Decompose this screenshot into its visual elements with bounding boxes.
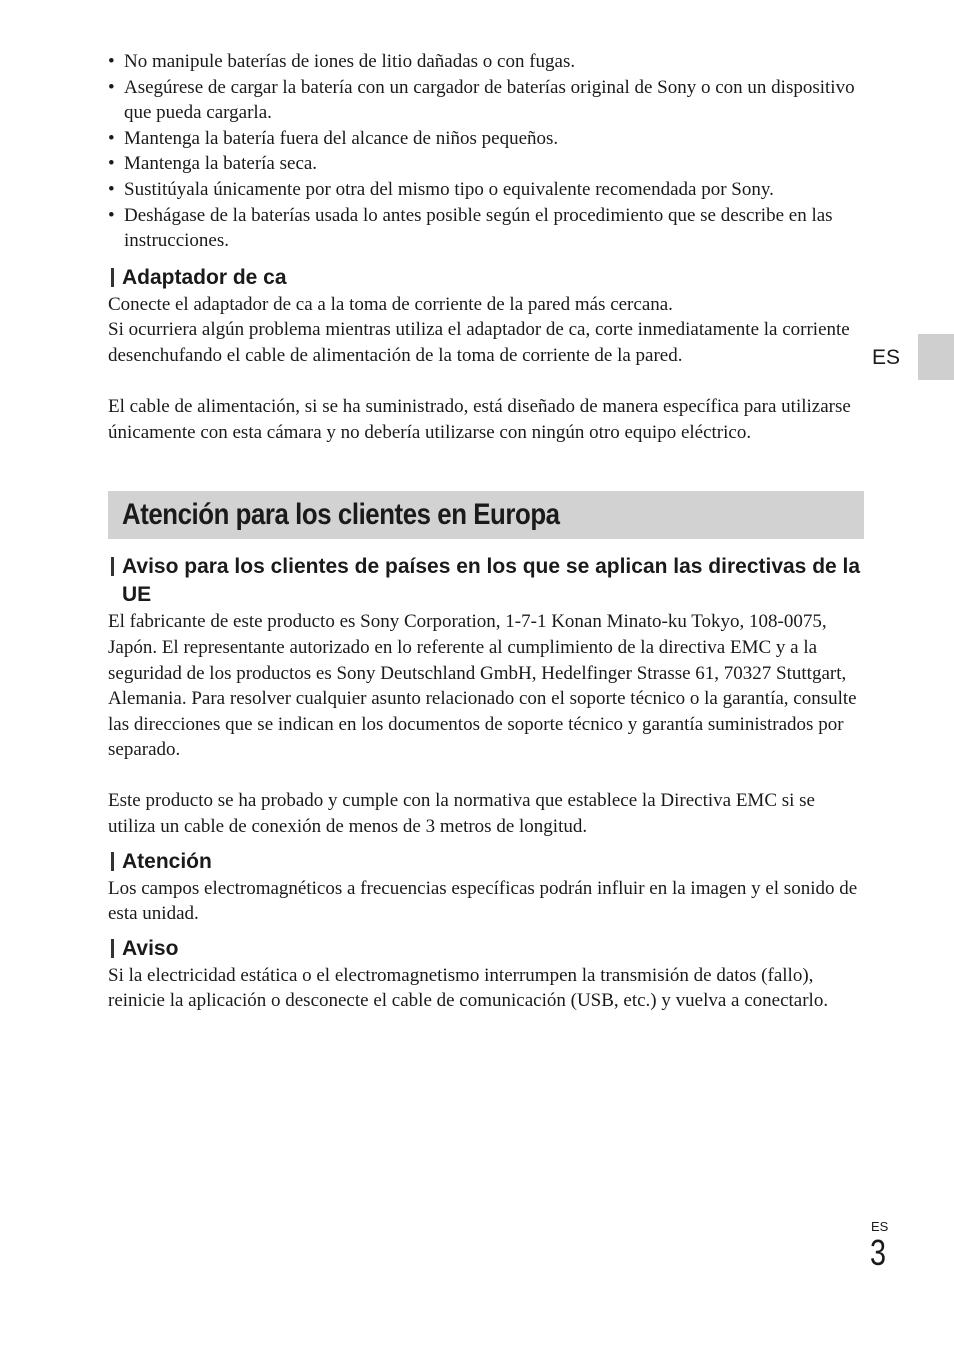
section-title: Atención para los clientes en Europa (122, 498, 560, 532)
heading-marker (111, 557, 114, 576)
list-item-text: Deshágase de la baterías usada lo antes posible según el procedimiento que se describe en las instrucciones. (124, 204, 833, 252)
bullet-glyph: • (108, 76, 115, 98)
language-side-label: ES (872, 346, 901, 369)
list-item-text: Mantenga la batería fuera del alcance de niños pequeños. (124, 127, 559, 149)
list-item-text: Asegúrese de cargar la batería con un cargador de baterías original de Sony o con un dispositivo que pueda cargarla. (124, 76, 855, 124)
adapter-paragraph-3: El cable de alimentación, si se ha suministrado, está diseñado de manera específica para utilizarse únicamente con esta cámara y no debería utilizarse con ningún otro equipo eléctrico. (108, 396, 851, 443)
bullet-glyph: • (108, 153, 115, 175)
aviso-heading-text: Aviso (122, 936, 179, 960)
list-item (108, 203, 864, 254)
list-item (108, 75, 864, 126)
eu-notice-heading (108, 553, 864, 609)
adapter-paragraph-2: Si ocurriera algún problema mientras utiliza el adaptador de ca, corte inmediatamente la corriente desenchufando el cable de alimentación de la toma de corriente de la pared. (108, 319, 850, 366)
adapter-heading-text: Adaptador de ca (122, 265, 287, 289)
list-item (108, 151, 864, 177)
paragraph-gap (108, 369, 864, 395)
page-language-code: ES (871, 1219, 889, 1234)
bullet-glyph: • (108, 178, 115, 200)
list-item-text: No manipule baterías de iones de litio dañadas o con fugas. (124, 51, 576, 72)
eu-notice-heading-text: Aviso para los clientes de países en los que se aplican las directivas de la UE (122, 555, 861, 607)
attention-paragraph: Los campos electromagnéticos a frecuencias específicas podrán influir en la imagen y el sonido de esta unidad. (108, 877, 858, 925)
eu-notice-paragraph-1: El fabricante de este producto es Sony Corporation, 1-7-1 Konan Minato-ku Tokyo, 108-0075, Japón. El representante autorizado en lo referente al cumplimiento de la directiva EMC y a la seguridad de los productos es Sony Deutschland GmbH, Hedelfinger Strasse 61, 70327 Stuttgart, Alemania. Para resolver cualquier asunto relacionado con el soporte técnico o la garantía, consulte las direcciones que se indican en los documentos de soporte técnico y garantía suministrados por separado. (108, 611, 857, 761)
heading-marker (111, 852, 114, 871)
adapter-paragraph-1: Conecte el adaptador de ca a la toma de corriente de la pared más cercana. (108, 293, 673, 315)
bullet-glyph: • (108, 51, 115, 72)
list-item (108, 126, 864, 152)
page-number: 3 (870, 1232, 887, 1273)
section-banner (108, 491, 864, 539)
adapter-heading (108, 264, 864, 292)
list-item (108, 177, 864, 203)
paragraph-gap (108, 763, 864, 789)
heading-marker (111, 939, 114, 958)
attention-heading (108, 848, 864, 876)
language-side-tab (918, 334, 954, 380)
attention-heading-text: Atención (122, 849, 212, 873)
list-item (108, 49, 864, 75)
eu-notice-paragraph-2: Este producto se ha probado y cumple con la normativa que establece la Directiva EMC si se utiliza un cable de conexión de menos de 3 metros de longitud. (108, 790, 815, 838)
list-item-text: Mantenga la batería seca. (124, 153, 318, 175)
heading-marker (111, 268, 114, 287)
bullet-glyph: • (108, 204, 115, 226)
bullet-glyph: • (108, 127, 115, 149)
aviso-paragraph: Si la electricidad estática o el electromagnetismo interrumpen la transmisión de datos (fallo), reinicie la aplicación o desconecte el cable de comunicación (USB, etc.) y vuelva a conectarlo. (108, 964, 829, 1012)
page-content (108, 49, 864, 1014)
battery-bullet-list (108, 49, 864, 254)
aviso-heading (108, 935, 864, 963)
list-item-text: Sustitúyala únicamente por otra del mismo tipo o equivalente recomendada por Sony. (124, 178, 774, 200)
